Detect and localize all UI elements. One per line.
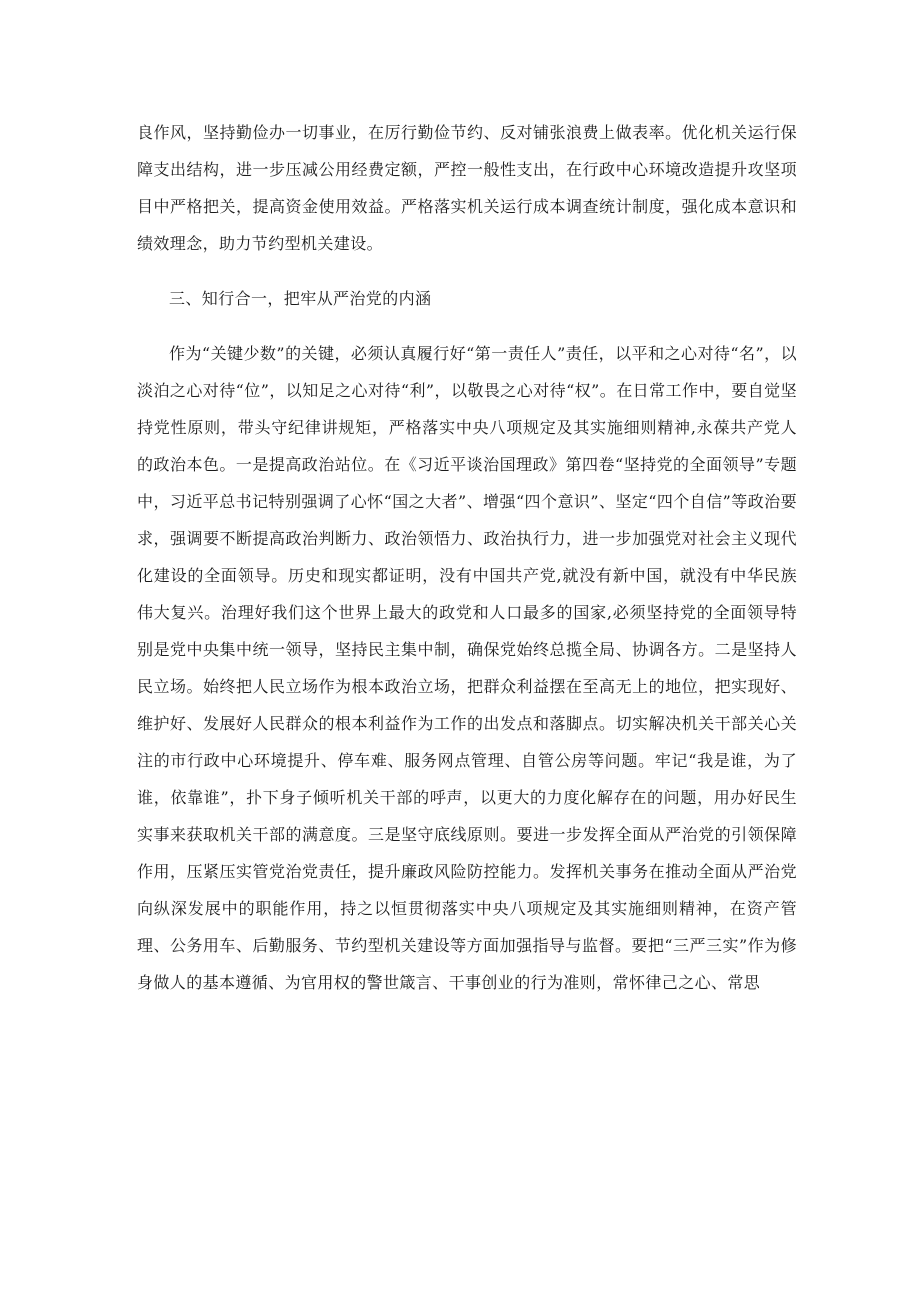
paragraph-body: 作为“关键少数”的关键，必须认真履行好“第一责任人”责任，以平和之心对待“名”，以淡泊之心对待“位”，以知足之心对待“利”，以敬畏之心对待“权”。在日常工作中，要自觉坚持党性原则，带头守纪律讲规矩，严格落实中央八项规定及其实施细则精神,永葆共产党人的政治本色。一是提高政治站位。在《习近平谈治国理政》第四卷“坚持党的全面领导”专题中，习近平总书记特别强调了心怀“国之大者”、增强“四个意识”、坚定“四个自信”等政治要求，强调要不断提高政治判断力、政治领悟力、政治执行力，进一步加强党对社会主义现代化建设的全面领导。历史和现实都证明，没有中国共产党,就没有新中国，就没有中华民族伟大复兴。治理好我们这个世界上最大的政党和人口最多的国家,必须坚持党的全面领导特别是党中央集中统一领导，坚持民主集中制，确保党始终总揽全局、协调各方。二是坚持人民立场。始终把人民立场作为根本政治立场，把群众利益摆在至高无上的地位，把实现好、维护好、发展好人民群众的根本利益作为工作的出发点和落脚点。切实解决机关干部关心关注的市行政中心环境提升、停车难、服务网点管理、自管公房等问题。牢记“我是谁，为了谁，依靠谁”，扑下身子倾听机关干部的呼声，以更大的力度化解存在的问题，用办好民生实事来获取机关干部的满意度。三是坚守底线原则。要进一步发挥全面从严治党的引领保障作用，压紧压实管党治党责任，提升廉政风险防控能力。发挥机关事务在推动全面从严治党向纵深发展中的职能作用，持之以恒贯彻落实中央八项规定及其实施细则精神，在资产管理、公务用车、后勤服务、节约型机关建设等方面加强指导与监督。要把“三严三实”作为修身做人的基本遵循、为官用权的警世箴言、干事创业的行为准则，常怀律己之心、常思 xyxy=(137,344,797,992)
section-heading: 三、知行合一，把牢从严治党的内涵 xyxy=(169,289,432,308)
paragraph-continuation: 良作风，坚持勤俭办一切事业，在厉行勤俭节约、反对铺张浪费上做表率。优化机关运行保障支出结构，进一步压减公用经费定额，严控一般性支出，在行政中心环境改造提升攻坚项目中严格把关，提高资金使用效益。严格落实机关运行成本调查统计制度，强化成本意识和绩效理念，助力节约型机关建设。 xyxy=(137,123,797,253)
document-body xyxy=(137,114,797,1001)
